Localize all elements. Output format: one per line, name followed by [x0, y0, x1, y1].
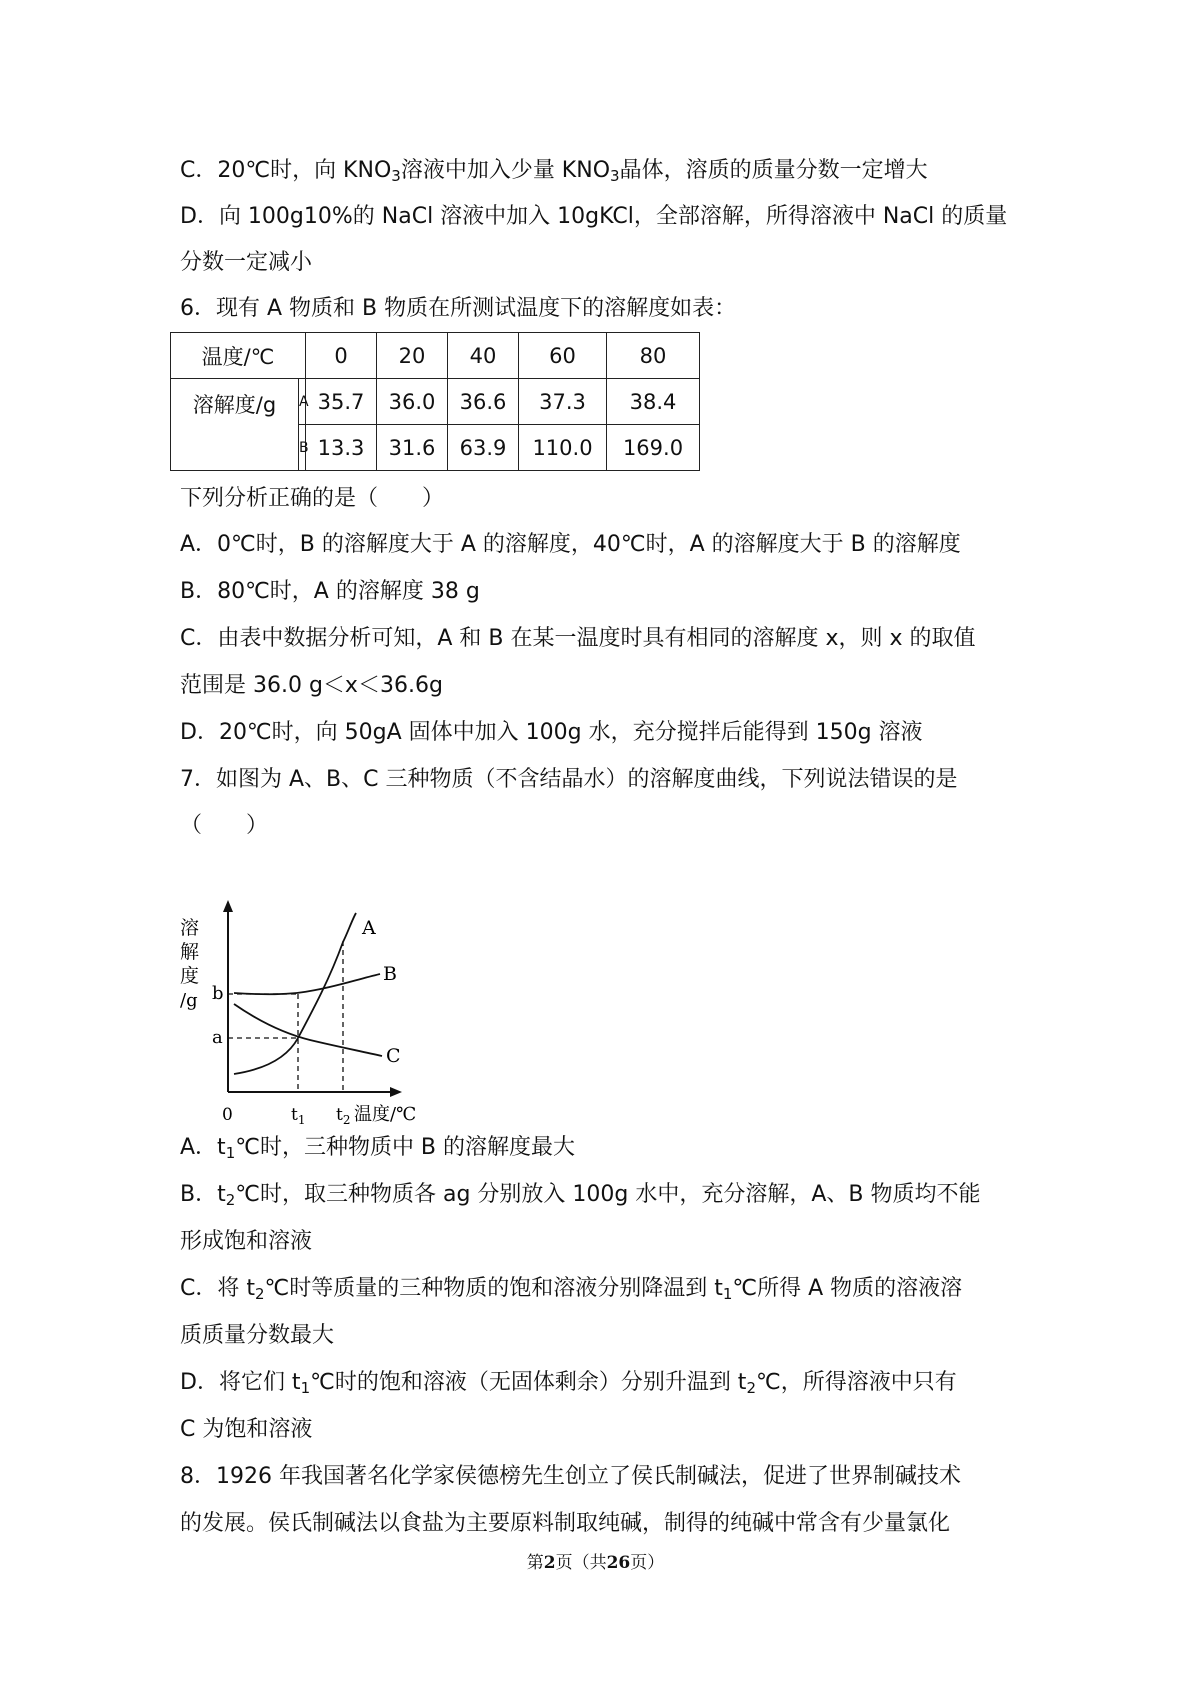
footer-text: 第: [526, 1553, 544, 1573]
option-6c-line-1: C．由表中数据分析可知，A 和 B 在某一温度时具有相同的溶解度 x，则 x 的取值: [180, 626, 976, 651]
curve-b: [234, 974, 380, 994]
option-7c-text-1: C．将 t: [180, 1276, 255, 1301]
table-cell: 169.0: [607, 425, 700, 471]
y-axis-arrow-icon: [223, 900, 233, 912]
table-cell: 80: [607, 333, 700, 379]
table-cell: 63.9: [448, 425, 519, 471]
table-row-a-label: [299, 379, 309, 425]
option-7b-line-1: [180, 1180, 981, 1210]
option-6a: A．0℃时，B 的溶解度大于 A 的溶解度，40℃时，A 的溶解度大于 B 的溶解度: [180, 532, 961, 557]
t1-letter: t: [291, 1105, 298, 1125]
subscript: 2: [746, 1379, 756, 1397]
option-7d-line-2: C 为饱和溶液: [180, 1417, 313, 1442]
option-7d-line-1: [180, 1368, 957, 1398]
curve-b-label: B: [383, 963, 397, 985]
subscript: 2: [254, 1285, 265, 1303]
table-cell: 37.3: [519, 379, 607, 425]
option-7c-text-3: ℃所得 A 物质的溶液溶: [732, 1276, 963, 1301]
x-axis-arrow-icon: [390, 1087, 402, 1097]
option-7b-text-2: ℃时，取三种物质各 ag 分别放入 100g 水中，充分溶解，A、B 物质均不能: [235, 1182, 981, 1207]
table-cell: 38.4: [607, 379, 700, 425]
curve-a-label: A: [362, 917, 376, 939]
question-7-stem: 7．如图为 A、B、C 三种物质（不含结晶水）的溶解度曲线，下列说法错误的是: [180, 767, 958, 792]
curve-c-label: C: [386, 1045, 401, 1067]
origin-label: 0: [222, 1105, 233, 1125]
footer-text: 页）: [630, 1553, 665, 1573]
x-axis-label: 温度/℃: [354, 1104, 417, 1125]
option-7d-text-1: D．将它们 t: [180, 1370, 301, 1395]
table-cell: 36.0: [377, 379, 448, 425]
y-label-char: 溶: [180, 917, 200, 939]
option-5c: [180, 156, 928, 186]
option-7a-text-2: ℃时，三种物质中 B 的溶解度最大: [235, 1135, 576, 1160]
a-mark: a: [212, 1027, 223, 1048]
option-7c-line-2: 质质量分数最大: [180, 1323, 335, 1348]
subscript: 3: [610, 167, 620, 185]
page-footer: [0, 1548, 1191, 1573]
subscript: 1: [225, 1144, 236, 1162]
row-b-letter: B: [299, 439, 309, 456]
table-row-label: 溶解度/g: [171, 379, 299, 471]
table-cell: 40: [448, 333, 519, 379]
t1-label: [291, 1105, 305, 1127]
table-header-label: 温度/℃: [171, 333, 306, 379]
solubility-table: [170, 332, 700, 471]
table-row: [171, 379, 700, 425]
footer-text: 页（共: [555, 1553, 607, 1573]
curve-c: [234, 1004, 382, 1056]
option-7a-text-1: A．t: [180, 1135, 226, 1160]
question-8-line-2: 的发展。侯氏制碱法以食盐为主要原料制取纯碱，制得的纯碱中常含有少量氯化: [180, 1511, 951, 1536]
t2-label: [336, 1105, 350, 1127]
table-row: [171, 333, 700, 379]
table-cell: 35.7: [306, 379, 377, 425]
question-6-stem: 6．现有 A 物质和 B 物质在所测试温度下的溶解度如表：: [180, 296, 737, 321]
table-cell: 0: [306, 333, 377, 379]
option-7b-line-2: 形成饱和溶液: [180, 1229, 313, 1254]
option-7c-line-1: [180, 1274, 962, 1304]
option-7d-text-3: ℃，所得溶液中只有: [755, 1370, 957, 1395]
option-7a: [180, 1133, 575, 1163]
t2-subscript: 2: [342, 1113, 351, 1127]
option-5c-text-1: C．20℃时，向 KNO: [180, 158, 392, 183]
table-cell: 60: [519, 333, 607, 379]
y-label-char: /g: [180, 990, 198, 1011]
page-number: 2: [543, 1553, 556, 1573]
option-6c-line-2: 范围是 36.0 g＜x＜36.6g: [180, 673, 443, 698]
subscript: 1: [722, 1285, 733, 1303]
option-5c-text-3: 晶体，溶质的质量分数一定增大: [619, 158, 928, 183]
table-cell: 20: [377, 333, 448, 379]
table-cell: 13.3: [306, 425, 377, 471]
option-6b: B．80℃时，A 的溶解度 38 g: [180, 579, 480, 604]
option-5d-line-1: D．向 100g10%的 NaCl 溶液中加入 10gKCl，全部溶解，所得溶液中 NaCl 的质量: [180, 204, 1008, 229]
subscript: 2: [225, 1191, 236, 1209]
solubility-curve-figure: [180, 898, 450, 1128]
page-total: 26: [606, 1553, 631, 1573]
t2-letter: t: [336, 1105, 343, 1125]
table-cell: 31.6: [377, 425, 448, 471]
y-label-char: 度: [180, 965, 200, 987]
y-label-char: 解: [180, 941, 200, 963]
t1-subscript: 1: [297, 1113, 306, 1127]
table-cell: 36.6: [448, 379, 519, 425]
table-cell: 110.0: [519, 425, 607, 471]
row-a-letter: A: [299, 393, 309, 410]
option-7d-text-2: ℃时的饱和溶液（无固体剩余）分别升温到 t: [310, 1370, 747, 1395]
question-7-paren: （ ）: [180, 813, 269, 838]
option-5d-line-2: 分数一定减小: [180, 250, 313, 275]
table-row-b-label: [299, 425, 309, 471]
question-8-line-1: 8．1926 年我国著名化学家侯德榜先生创立了侯氏制碱法，促进了世界制碱技术: [180, 1464, 961, 1489]
option-5c-text-2: 溶液中加入少量 KNO: [400, 158, 611, 183]
b-mark: b: [212, 983, 224, 1004]
subscript: 1: [300, 1379, 311, 1397]
option-6d: D．20℃时，向 50gA 固体中加入 100g 水，充分搅拌后能得到 150g 溶液: [180, 720, 923, 745]
question-6-prompt: 下列分析正确的是（ ）: [180, 486, 445, 511]
option-7b-text-1: B．t: [180, 1182, 226, 1207]
subscript: 3: [391, 167, 401, 185]
option-7c-text-2: ℃时等质量的三种物质的饱和溶液分别降温到 t: [264, 1276, 723, 1301]
